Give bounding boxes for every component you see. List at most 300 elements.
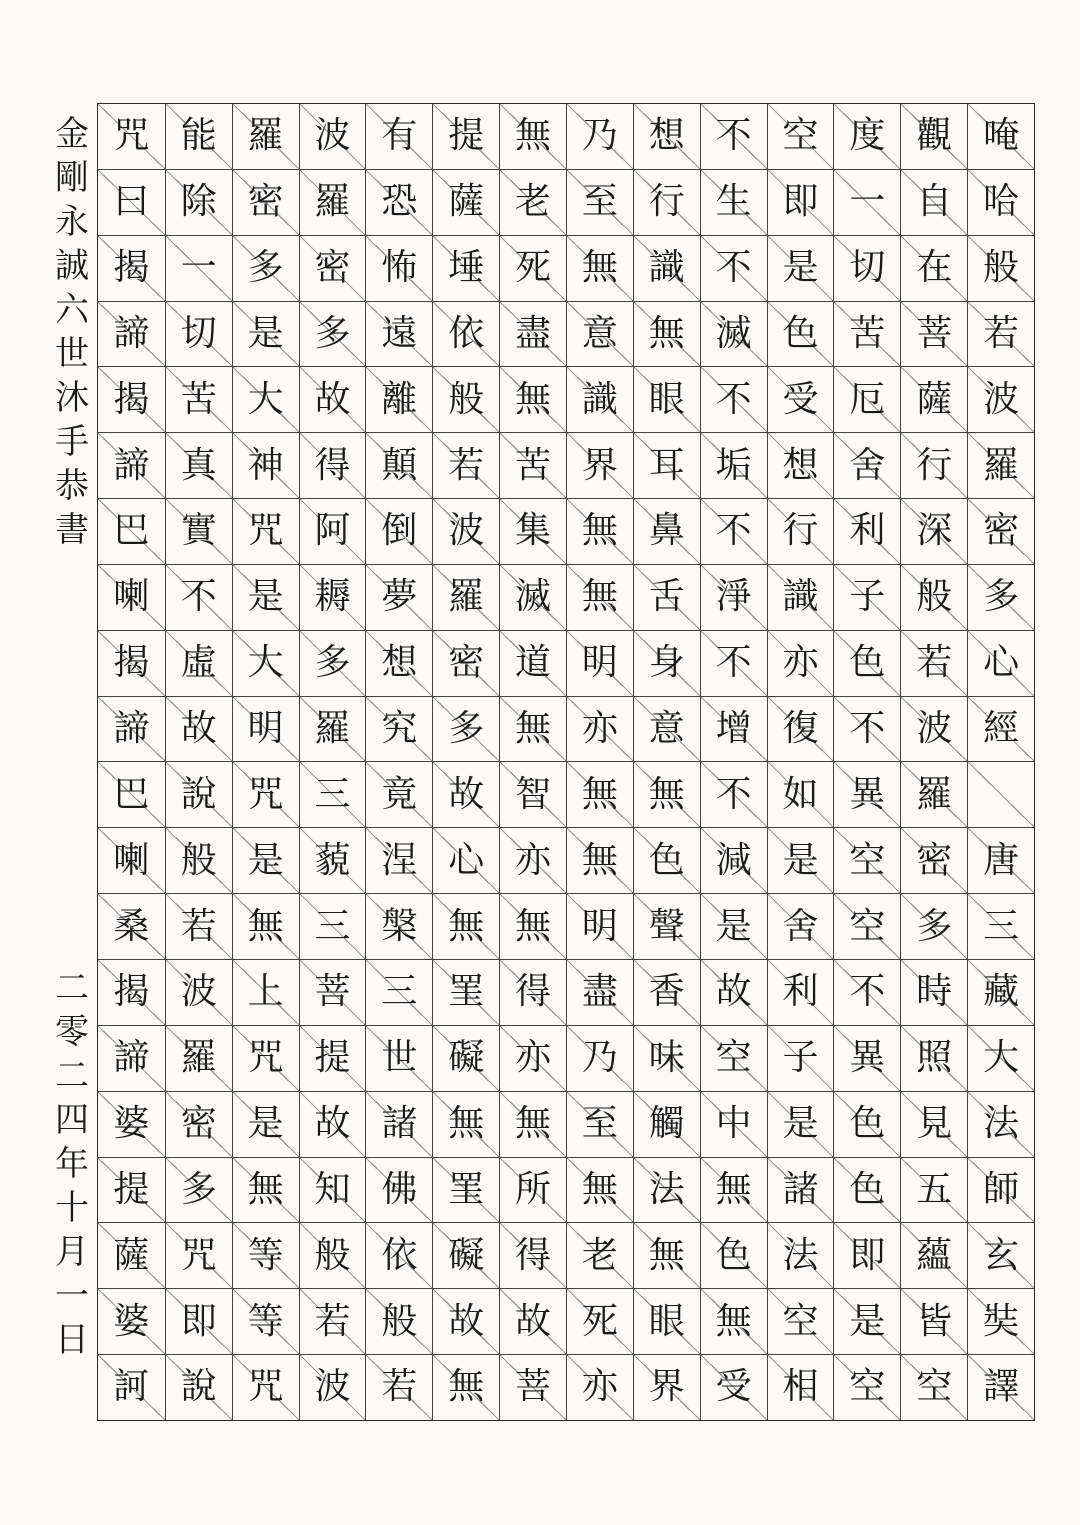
- sutra-character: 行: [782, 510, 819, 552]
- sutra-character: 相: [782, 1366, 819, 1408]
- grid-cell: [968, 367, 1034, 433]
- sutra-character: 故: [314, 1103, 351, 1145]
- grid-cell: [834, 1289, 900, 1355]
- grid-cell: [98, 828, 165, 894]
- sutra-character: 得: [515, 1234, 552, 1276]
- sutra-character: 色: [849, 642, 886, 684]
- sutra-character: 多: [916, 905, 953, 947]
- sutra-character: 在: [916, 247, 953, 289]
- grid-column: [499, 104, 566, 1420]
- grid-cell: [768, 762, 834, 828]
- inscription-character: 一: [55, 1276, 89, 1316]
- sutra-character: 巴: [113, 510, 150, 552]
- grid-cell: [500, 1158, 566, 1224]
- sutra-character: 罣: [448, 971, 485, 1013]
- inscription-character: 日: [55, 1320, 89, 1360]
- grid-cell: [701, 697, 767, 763]
- grid-cell: [567, 1158, 633, 1224]
- grid-cell: [701, 1092, 767, 1158]
- grid-cell: [366, 697, 432, 763]
- sutra-character: 諦: [113, 312, 150, 354]
- sutra-character: 死: [515, 247, 552, 289]
- grid-cell: [166, 1223, 232, 1289]
- grid-cell: [166, 1289, 232, 1355]
- grid-cell: [166, 565, 232, 631]
- grid-cell: [567, 697, 633, 763]
- grid-cell: [968, 1092, 1034, 1158]
- grid-cell: [233, 1158, 299, 1224]
- manuscript-grid: [97, 103, 1035, 1421]
- grid-cell: [634, 762, 700, 828]
- grid-cell: [701, 1223, 767, 1289]
- sutra-character: 法: [983, 1103, 1020, 1145]
- sutra-character: 奘: [983, 1300, 1020, 1342]
- grid-cell: [634, 1223, 700, 1289]
- sutra-character: 大: [247, 378, 284, 420]
- inscription-character: 恭: [55, 466, 89, 506]
- grid-cell: [634, 697, 700, 763]
- sutra-character: 鼻: [648, 510, 685, 552]
- sutra-character: 諸: [782, 1168, 819, 1210]
- sutra-character: 無: [448, 1366, 485, 1408]
- grid-cell: [701, 1289, 767, 1355]
- sutra-character: 羅: [448, 576, 485, 618]
- grid-cell: [701, 1355, 767, 1420]
- grid-cell: [768, 1158, 834, 1224]
- inscription-character: 手: [55, 422, 89, 462]
- sutra-character: 密: [247, 181, 284, 223]
- sutra-character: 若: [448, 444, 485, 486]
- grid-cell: [233, 104, 299, 170]
- sutra-character: 唐: [983, 839, 1020, 881]
- sutra-character: 咒: [247, 1037, 284, 1079]
- grid-cell: [768, 1223, 834, 1289]
- grid-column: [967, 104, 1034, 1420]
- grid-cell: [768, 565, 834, 631]
- grid-cell: [701, 302, 767, 368]
- sutra-character: 眼: [648, 378, 685, 420]
- sutra-character: 無: [715, 1168, 752, 1210]
- grid-cell: [366, 236, 432, 302]
- grid-cell: [366, 762, 432, 828]
- grid-cell: [98, 170, 165, 236]
- grid-cell: [567, 565, 633, 631]
- grid-cell: [634, 1026, 700, 1092]
- grid-cell: [366, 1026, 432, 1092]
- grid-cell: [901, 894, 967, 960]
- sutra-character: 多: [983, 576, 1020, 618]
- sutra-character: 多: [314, 312, 351, 354]
- grid-cell: [500, 697, 566, 763]
- grid-cell: [98, 894, 165, 960]
- sutra-character: 意: [581, 312, 618, 354]
- sutra-character: 蘊: [916, 1234, 953, 1276]
- grid-cell: [166, 1355, 232, 1420]
- grid-cell: [901, 565, 967, 631]
- sutra-character: 波: [448, 510, 485, 552]
- grid-cell: [567, 499, 633, 565]
- grid-cell: [968, 302, 1034, 368]
- sutra-character: 諦: [113, 708, 150, 750]
- sutra-character: 不: [715, 378, 752, 420]
- sutra-character: 三: [314, 773, 351, 815]
- sutra-character: 異: [849, 773, 886, 815]
- sutra-character: 密: [448, 642, 485, 684]
- inscription-character: 剛: [55, 158, 89, 198]
- sutra-character: 盡: [581, 971, 618, 1013]
- sutra-character: 子: [849, 576, 886, 618]
- sutra-character: 心: [983, 642, 1020, 684]
- sutra-character: 故: [314, 378, 351, 420]
- grid-cell: [300, 1289, 366, 1355]
- grid-cell: [901, 1158, 967, 1224]
- grid-cell: [834, 302, 900, 368]
- sutra-character: 亦: [581, 1366, 618, 1408]
- sutra-character: 般: [180, 839, 217, 881]
- sutra-character: 得: [515, 971, 552, 1013]
- grid-cell: [500, 499, 566, 565]
- grid-cell: [968, 828, 1034, 894]
- sutra-character: 提: [448, 115, 485, 157]
- grid-cell: [634, 960, 700, 1026]
- grid-cell: [834, 828, 900, 894]
- sutra-character: 密: [180, 1103, 217, 1145]
- sutra-character: 舍: [849, 444, 886, 486]
- sutra-character: 滅: [715, 312, 752, 354]
- grid-cell: [300, 499, 366, 565]
- sutra-character: 一: [180, 247, 217, 289]
- grid-cell: [433, 1158, 499, 1224]
- sutra-character: 乃: [581, 1037, 618, 1079]
- grid-cell: [768, 894, 834, 960]
- sutra-character: 藏: [983, 971, 1020, 1013]
- grid-cell: [968, 236, 1034, 302]
- grid-cell: [901, 960, 967, 1026]
- sutra-character: 大: [247, 642, 284, 684]
- sutra-character: 時: [916, 971, 953, 1013]
- grid-cell: [433, 170, 499, 236]
- grid-cell: [834, 367, 900, 433]
- grid-cell: [433, 762, 499, 828]
- sutra-character: 不: [715, 115, 752, 157]
- grid-cell: [233, 170, 299, 236]
- grid-cell: [300, 104, 366, 170]
- grid-cell: [901, 631, 967, 697]
- sutra-character: 波: [314, 1366, 351, 1408]
- sutra-character: 多: [314, 642, 351, 684]
- sutra-character: 度: [849, 115, 886, 157]
- sutra-character: 受: [782, 378, 819, 420]
- sutra-character: 般: [916, 576, 953, 618]
- grid-cell: [300, 1158, 366, 1224]
- sutra-character: 提: [113, 1168, 150, 1210]
- inscription-character: 沐: [55, 378, 89, 418]
- sutra-character: 依: [381, 1234, 418, 1276]
- sutra-character: 遠: [381, 312, 418, 354]
- sutra-character: 揭: [113, 971, 150, 1013]
- sutra-character: 槃: [381, 905, 418, 947]
- sutra-character: 婆: [113, 1103, 150, 1145]
- sutra-character: 菩: [314, 971, 351, 1013]
- author-signature: [52, 112, 92, 552]
- sutra-character: 中: [715, 1103, 752, 1145]
- sutra-character: 知: [314, 1168, 351, 1210]
- inscription-character: 二: [55, 968, 89, 1008]
- sutra-character: 老: [515, 181, 552, 223]
- grid-cell: [500, 828, 566, 894]
- sutra-character: 異: [849, 1037, 886, 1079]
- sutra-character: 明: [247, 708, 284, 750]
- sutra-character: 波: [916, 708, 953, 750]
- sutra-character: 巴: [113, 773, 150, 815]
- sutra-character: 般: [448, 378, 485, 420]
- grid-cell: [300, 1092, 366, 1158]
- sutra-character: 師: [983, 1168, 1020, 1210]
- grid-cell: [98, 762, 165, 828]
- sutra-character: 般: [381, 1300, 418, 1342]
- grid-cell: [500, 1026, 566, 1092]
- grid-cell: [968, 960, 1034, 1026]
- grid-cell: [300, 367, 366, 433]
- sutra-character: 無: [581, 1168, 618, 1210]
- inscription-character: 書: [55, 510, 89, 550]
- sutra-character: 色: [648, 839, 685, 881]
- sutra-character: 倒: [381, 510, 418, 552]
- sutra-character: 是: [247, 1103, 284, 1145]
- grid-cell: [166, 631, 232, 697]
- sutra-character: 無: [648, 1234, 685, 1276]
- sutra-character: 咒: [113, 115, 150, 157]
- sutra-character: 依: [448, 312, 485, 354]
- grid-cell: [433, 1355, 499, 1420]
- grid-cell: [567, 236, 633, 302]
- sutra-character: 無: [648, 312, 685, 354]
- grid-cell: [567, 1026, 633, 1092]
- sutra-character: 無: [448, 905, 485, 947]
- sutra-character: 能: [180, 115, 217, 157]
- sutra-character: 是: [782, 1103, 819, 1145]
- grid-cell: [901, 1026, 967, 1092]
- sutra-character: 訶: [113, 1366, 150, 1408]
- sutra-character: 不: [849, 971, 886, 1013]
- sutra-character: 想: [782, 444, 819, 486]
- grid-cell: [233, 565, 299, 631]
- sutra-character: 三: [314, 905, 351, 947]
- sutra-character: 波: [180, 971, 217, 1013]
- grid-cell: [634, 170, 700, 236]
- inscription-character: 月: [55, 1232, 89, 1272]
- sutra-character: 亦: [515, 1037, 552, 1079]
- sutra-character: 不: [849, 708, 886, 750]
- grid-cell: [500, 960, 566, 1026]
- grid-cell: [433, 565, 499, 631]
- grid-cell: [901, 170, 967, 236]
- grid-cell: [567, 828, 633, 894]
- grid-cell: [366, 367, 432, 433]
- sutra-character: 法: [648, 1168, 685, 1210]
- sutra-character: 識: [782, 576, 819, 618]
- sutra-character: 羅: [916, 773, 953, 815]
- inscription-character: 永: [55, 202, 89, 242]
- grid-cell: [634, 1158, 700, 1224]
- grid-cell: [500, 302, 566, 368]
- grid-cell: [567, 631, 633, 697]
- grid-cell: [500, 1223, 566, 1289]
- sutra-character: 提: [314, 1037, 351, 1079]
- sutra-character: 除: [180, 181, 217, 223]
- grid-cell: [701, 236, 767, 302]
- sutra-character: 如: [782, 773, 819, 815]
- sutra-character: 揭: [113, 247, 150, 289]
- sutra-character: 不: [180, 576, 217, 618]
- sutra-character: 實: [180, 510, 217, 552]
- sutra-character: 無: [715, 1300, 752, 1342]
- sutra-character: 滅: [515, 576, 552, 618]
- grid-cell: [768, 499, 834, 565]
- grid-cell: [500, 236, 566, 302]
- sutra-character: 若: [381, 1366, 418, 1408]
- sutra-character: 婆: [113, 1300, 150, 1342]
- grid-cell: [366, 894, 432, 960]
- grid-cell: [834, 1223, 900, 1289]
- sutra-character: 色: [849, 1103, 886, 1145]
- sutra-character: 亦: [515, 839, 552, 881]
- sutra-character: 有: [381, 115, 418, 157]
- grid-cell: [366, 302, 432, 368]
- sutra-character: 竟: [381, 773, 418, 815]
- sutra-character: 身: [648, 642, 685, 684]
- grid-cell: [901, 302, 967, 368]
- grid-cell: [366, 104, 432, 170]
- grid-cell: [500, 1092, 566, 1158]
- sutra-character: 亦: [581, 708, 618, 750]
- sutra-character: 界: [648, 1366, 685, 1408]
- sutra-character: 是: [782, 247, 819, 289]
- grid-column: [299, 104, 366, 1420]
- grid-cell: [701, 894, 767, 960]
- grid-cell: [634, 1355, 700, 1420]
- grid-cell: [634, 302, 700, 368]
- grid-cell: [98, 1026, 165, 1092]
- sutra-character: 離: [381, 378, 418, 420]
- grid-cell: [500, 104, 566, 170]
- grid-cell: [300, 828, 366, 894]
- sutra-character: 罣: [448, 1168, 485, 1210]
- grid-cell: [768, 1289, 834, 1355]
- sutra-character: 菩: [916, 312, 953, 354]
- sutra-character: 羅: [983, 444, 1020, 486]
- sutra-character: 無: [581, 510, 618, 552]
- sutra-character: 道: [515, 642, 552, 684]
- grid-cell: [968, 1289, 1034, 1355]
- grid-cell: [166, 1158, 232, 1224]
- grid-cell: [768, 433, 834, 499]
- grid-cell: [166, 104, 232, 170]
- grid-cell: [98, 565, 165, 631]
- grid-cell: [166, 433, 232, 499]
- sutra-character: 老: [581, 1234, 618, 1276]
- sutra-character: 增: [715, 708, 752, 750]
- grid-column: [900, 104, 967, 1420]
- grid-cell: [901, 1355, 967, 1420]
- grid-cell: [968, 1223, 1034, 1289]
- sutra-character: 集: [515, 510, 552, 552]
- sutra-character: 無: [247, 1168, 284, 1210]
- grid-cell: [366, 1289, 432, 1355]
- grid-cell: [701, 367, 767, 433]
- grid-cell: [901, 1092, 967, 1158]
- sutra-character: 神: [247, 444, 284, 486]
- sutra-character: 法: [782, 1234, 819, 1276]
- grid-cell: [233, 1092, 299, 1158]
- sutra-character: 故: [448, 1300, 485, 1342]
- sutra-character: 故: [180, 708, 217, 750]
- sutra-character: 唵: [983, 115, 1020, 157]
- grid-cell: [98, 1223, 165, 1289]
- sutra-character: 無: [515, 378, 552, 420]
- sutra-character: 羅: [247, 115, 284, 157]
- sutra-character: 咒: [180, 1234, 217, 1276]
- sutra-character: 界: [581, 444, 618, 486]
- sutra-character: 想: [381, 642, 418, 684]
- grid-cell: [98, 1158, 165, 1224]
- inscription-character: 六: [55, 290, 89, 330]
- sutra-character: 上: [247, 971, 284, 1013]
- grid-cell: [233, 960, 299, 1026]
- grid-cell: [768, 631, 834, 697]
- sutra-character: 子: [782, 1037, 819, 1079]
- grid-cell: [567, 1092, 633, 1158]
- grid-cell: [98, 631, 165, 697]
- sutra-character: 復: [782, 708, 819, 750]
- grid-cell: [433, 433, 499, 499]
- sutra-character: 是: [247, 576, 284, 618]
- grid-cell: [634, 104, 700, 170]
- sutra-character: 密: [916, 839, 953, 881]
- grid-cell: [98, 1289, 165, 1355]
- grid-cell: [834, 697, 900, 763]
- sutra-character: 密: [314, 247, 351, 289]
- sutra-character: 乃: [581, 115, 618, 157]
- sutra-character: 利: [782, 971, 819, 1013]
- grid-cell: [500, 1289, 566, 1355]
- grid-cell: [768, 302, 834, 368]
- grid-cell: [901, 236, 967, 302]
- grid-cell: [834, 433, 900, 499]
- grid-column: [566, 104, 633, 1420]
- grid-cell: [834, 960, 900, 1026]
- grid-cell: [968, 499, 1034, 565]
- grid-cell: [166, 960, 232, 1026]
- grid-cell: [567, 104, 633, 170]
- sutra-character: 至: [581, 181, 618, 223]
- grid-cell: [433, 104, 499, 170]
- sutra-character: 識: [648, 247, 685, 289]
- grid-cell: [701, 762, 767, 828]
- grid-cell: [768, 828, 834, 894]
- sutra-character: 無: [581, 773, 618, 815]
- sutra-character: 明: [581, 642, 618, 684]
- sutra-character: 受: [715, 1366, 752, 1408]
- grid-cell: [98, 499, 165, 565]
- grid-cell: [567, 1355, 633, 1420]
- grid-cell: [233, 697, 299, 763]
- grid-cell: [768, 697, 834, 763]
- grid-cell: [98, 433, 165, 499]
- grid-cell: [366, 828, 432, 894]
- grid-cell: [233, 631, 299, 697]
- grid-cell: [701, 433, 767, 499]
